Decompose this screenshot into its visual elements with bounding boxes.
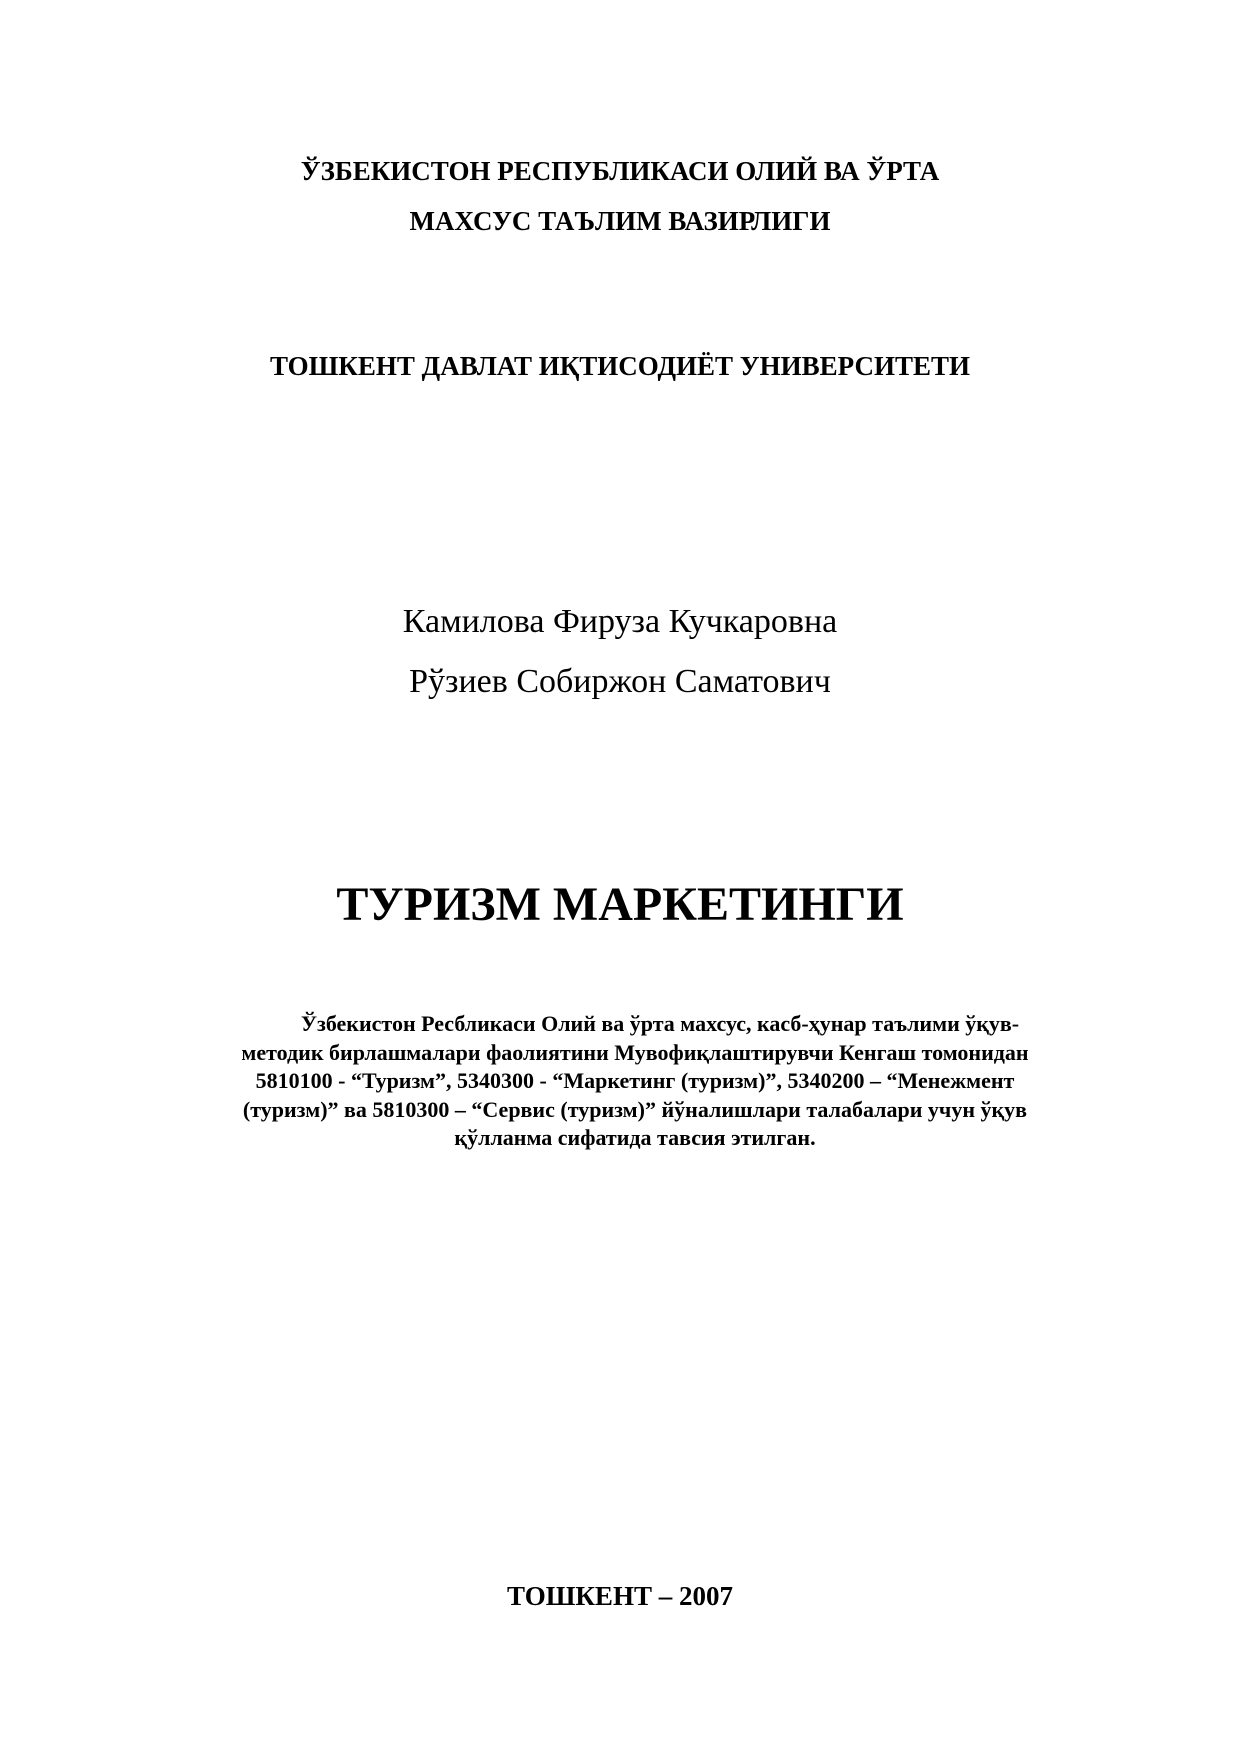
recommendation-text [185,1010,1085,1153]
recommendation-line: Ўзбекистон Ресбликаси Олий ва ўрта махсус, касб-ҳунар таълими ўқув- [300,1011,1020,1036]
recommendation-line: қўлланма сифатида тавсия этилган. [454,1125,816,1150]
ministry-line-2: МАХСУС ТАЪЛИМ ВАЗИРЛИГИ [409,206,831,236]
author-name: Рўзиев Собиржон Саматович [409,663,831,700]
recommendation-line: (туризм)” ва 5810300 – “Сервис (туризм)” йўналишлари талабалари учун ўқув [242,1096,1028,1122]
authors-block [0,592,1240,712]
book-title: ТУРИЗМ МАРКЕТИНГИ [336,878,904,931]
city-year: ТОШКЕНТ – 2007 [507,1581,733,1611]
university-name: ТОШКЕНТ ДАВЛАТ ИҚТИСОДИЁТ УНИВЕРСИТЕТИ [270,351,970,381]
recommendation-line: методик бирлашмалари фаолиятини Мувофиқлаштирувчи Кенгаш томонидан [241,1039,1029,1065]
ministry-header [0,146,1240,246]
author-name: Камилова Фируза Кучкаровна [402,603,838,640]
ministry-line-1: ЎЗБЕКИСТОН РЕСПУБЛИКАСИ ОЛИЙ ВА ЎРТА [300,156,940,186]
recommendation-line: 5810100 - “Туризм”, 5340300 - “Маркетинг (туризм)”, 5340200 – “Менежмент [255,1068,1015,1093]
